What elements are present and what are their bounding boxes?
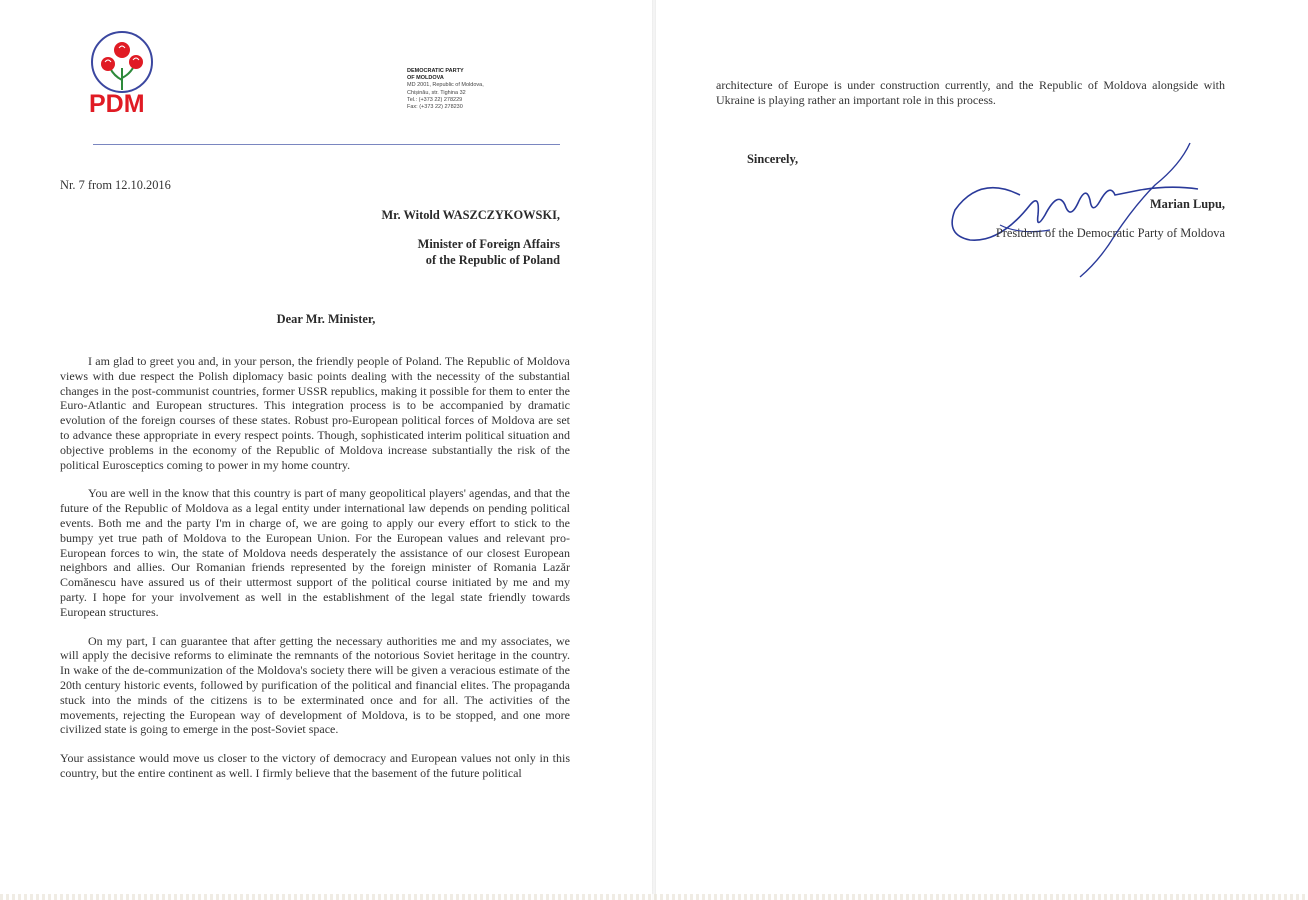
party-name-line: OF MOLDOVA — [407, 75, 444, 82]
fax-line: Fax: (+373 22) 278230 — [407, 104, 463, 111]
body-paragraph: Your assistance would move us closer to the victory of democracy and European values not only in this country, but the entire continent as well. I firmly believe that the basement of the future political — [60, 751, 570, 780]
letterhead-divider — [93, 144, 560, 145]
recipient-title-line: Minister of Foreign Affairs — [417, 237, 560, 251]
letter-page-1 — [0, 0, 652, 900]
body-paragraph-continuation: architecture of Europe is under construction currently, and the Republic of Moldova alongside with Ukraine is playing rather an important role in this process. — [716, 78, 1225, 107]
closing-phrase: Sincerely, — [747, 152, 799, 166]
salutation: Dear Mr. Minister, — [276, 312, 376, 326]
letterhead-address-block — [407, 68, 527, 111]
party-name-line: DEMOCRATIC PARTY — [407, 68, 464, 74]
signer-name: Marian Lupu, — [1149, 197, 1225, 211]
logo-wordmark: PDM — [89, 90, 145, 118]
phone-line: Tel.: (+373 22) 278229 — [407, 96, 463, 103]
body-paragraph: On my part, I can guarantee that after getting the necessary authorities me and my associates, we will apply the decisive reforms to eliminate the remnants of the notorious Soviet heritage in the country. In wake of the de-communization of the Moldova's society there will be given a veracious estimate of the 20th century historic events, followed by purification of the political and financial elites. The propaganda stuck into the minds of the citizens is to be exterminated once and for all. The activities of the movements, rejecting the European way of development of Moldova, is to be stopped, and one more civilized state is going to emerge in the post-Soviet space. — [60, 633, 570, 737]
body-paragraph: You are well in the know that this country is part of many geopolitical players' agendas, and that the future of the Republic of Moldova as a legal entity under international law depends on pending political events. Both me and the party I'm in charge of, we are going to apply our every effort to stick to the bumpy yet true path of Moldova to the European Union. For the European values and relevant pro-European forces to win, the state of Moldova needs desperately the assistance of our closest European neighbors and allies. Our Romanian friends represented by the foreign minister of Romania Lazăr Comănescu have assured us of their uttermost support of the political course initiated by me and my party. I hope for your involvement as well in the establishment of the legal state friendly towards European structures. — [60, 486, 570, 619]
address-line: Chișinău, str. Tighina 32 — [407, 89, 466, 96]
recipient-title — [418, 237, 560, 268]
scan-edge — [0, 894, 1308, 900]
reference-number: Nr. 7 from 12.10.2016 — [60, 178, 171, 192]
signer-title: President of the Democratic Party of Moldova — [995, 226, 1225, 240]
recipient-name: Mr. Witold WASZCZYKOWSKI, — [381, 208, 560, 222]
letter-body — [60, 354, 570, 795]
body-paragraph: I am glad to greet you and, in your person, the friendly people of Poland. The Republic of Moldova views with due respect the Polish diplomacy basic points dealing with the necessity of the substantial changes in the post-communist countries, former USSR republics, making it possible for them to enter the Euro-Atlantic and European structures. This integration process is to be accompanied by dramatic evolution of the foreign courses of these states. Robust pro-European political forces of Moldova are set to advance these appropriate in every respect points. Though, sophisticated interim political situation and objective problems in the economy of the Republic of Moldova increase substantially the risk of the political Eurosceptics coming to power in my home country. — [60, 354, 570, 472]
recipient-title-line: of the Republic of Poland — [425, 252, 560, 267]
address-line: MD 2001, Republic of Moldova, — [407, 82, 484, 89]
